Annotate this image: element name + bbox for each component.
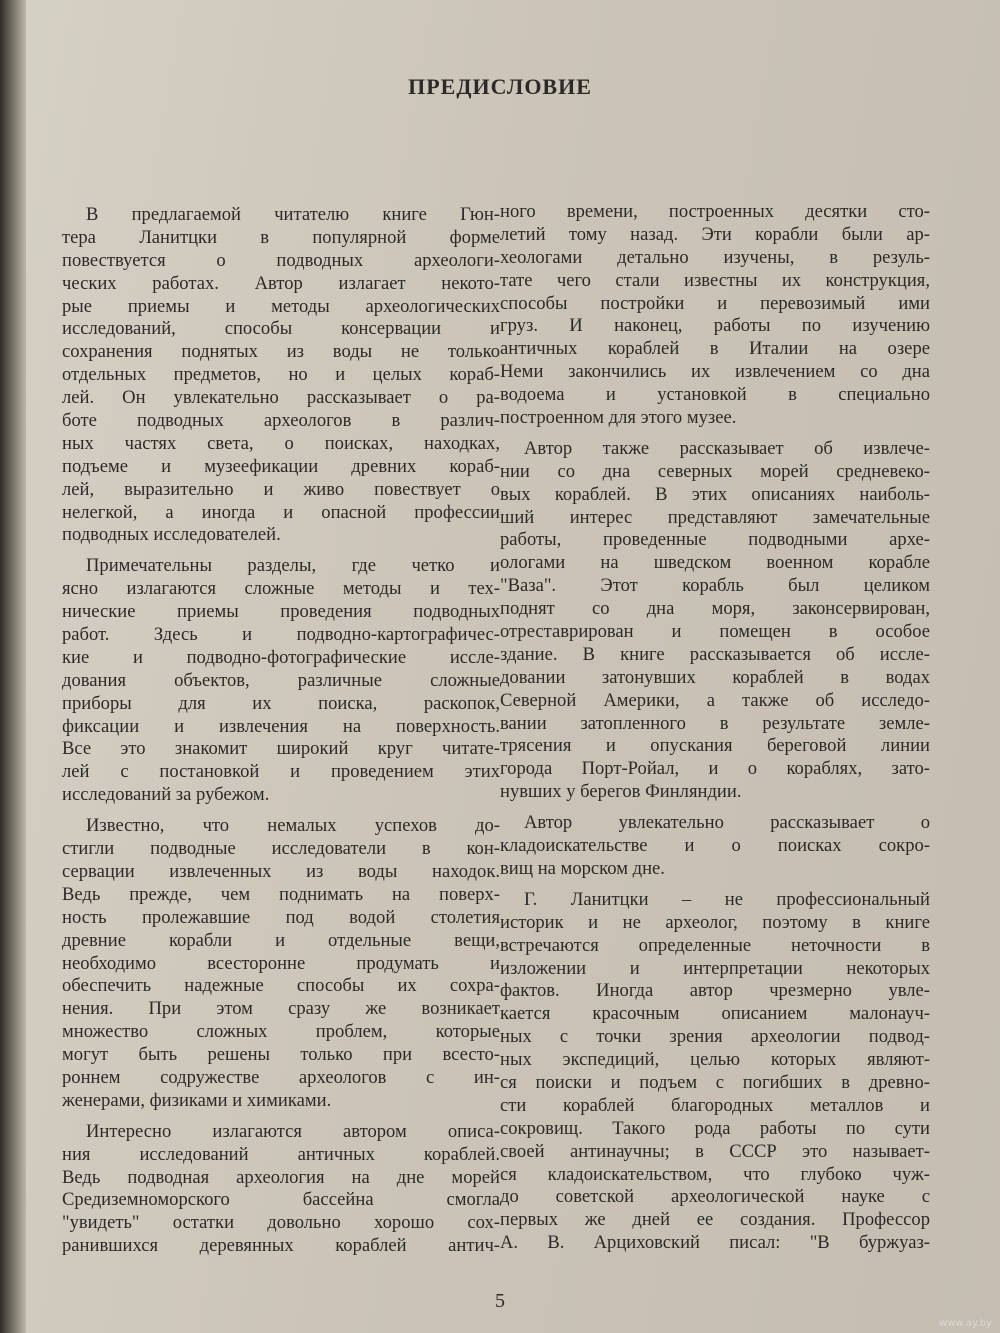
text-line: своей антинаучны; в СССР это называет-: [500, 1140, 930, 1162]
text-line: ясно излагаются сложные методы и тех-: [62, 578, 500, 600]
text-line: вищ на морском дне.: [500, 857, 665, 879]
paragraph-gap: [500, 881, 930, 889]
text-line: кается красочным описанием малонауч-: [500, 1003, 930, 1025]
text-line: Ведь прежде, чем поднимать на поверх-: [62, 883, 500, 905]
text-line: нии со дна северных морей средневеко-: [500, 460, 930, 482]
text-line: ных частях света, о поисках, находках,: [62, 432, 500, 454]
text-line: сти кораблей благородных металлов и: [500, 1094, 930, 1116]
paragraph-gap: [500, 430, 930, 438]
text-line: историк и не археолог, поэтому в книге: [500, 911, 930, 933]
text-line: Интересно излагаются автором описа-: [86, 1120, 500, 1142]
text-line: поднят со дна моря, законсервирован,: [500, 598, 930, 620]
text-line: роннем содружестве археологов с ин-: [62, 1066, 500, 1088]
text-line: лей с постановкой и проведением этих: [62, 761, 500, 783]
text-line: хеологами детально изучены, в резуль-: [500, 246, 930, 268]
text-line: рые приемы и методы археологических: [62, 295, 500, 317]
text-line: повествуется о подводных археологи-: [62, 249, 500, 271]
paragraph-gap: [62, 807, 500, 815]
text-line: исследований за рубежом.: [62, 784, 270, 806]
text-line: исследований, способы консервации и: [62, 318, 500, 340]
text-line: ческих работах. Автор излагает некото-: [62, 272, 500, 294]
text-line: отдельных предметов, но и целых кораб-: [62, 364, 500, 386]
text-line: сервации извлеченных из воды находок.: [62, 860, 500, 882]
text-line: Примечательны разделы, где четко и: [86, 555, 500, 577]
paragraph-gap: [500, 804, 930, 812]
text-line: Автор увлекательно рассказывает о: [524, 812, 930, 834]
text-line: кие и подводно-фотографические иссле-: [62, 646, 500, 668]
text-line: первых же дней ее создания. Профессор: [500, 1209, 930, 1231]
text-line: способы постройки и перевозимый ими: [500, 292, 930, 314]
text-line: работ. Здесь и подводно-картографичес-: [62, 624, 500, 646]
text-line: трясения и опускания береговой линии: [500, 735, 930, 757]
text-line: встречаются определенные неточности в: [500, 934, 930, 956]
text-line: В предлагаемой читателю книге Гюн-: [86, 204, 500, 225]
text-line: "Ваза". Этот корабль был целиком: [500, 575, 930, 597]
text-line: необходимо всесторонне продумать и: [62, 952, 500, 974]
text-line: женерами, физиками и химиками.: [62, 1089, 332, 1111]
text-line: летий тому назад. Эти корабли были ар-: [500, 223, 930, 245]
text-line: ного времени, построенных десятки сто-: [500, 201, 930, 222]
text-line: ший интерес представляют замечательные: [500, 506, 930, 528]
text-line: тате чего стали известны их конструкция,: [500, 269, 930, 291]
text-line: ранившихся деревянных кораблей антич-: [62, 1235, 500, 1257]
page-title: ПРЕДИСЛОВИЕ: [408, 74, 592, 99]
text-line: фактов. Иногда автор чрезмерно увле-: [500, 980, 930, 1002]
text-line: Автор также рассказывает об извлече-: [524, 437, 930, 459]
text-line: Все это знакомит широкий круг читате-: [62, 738, 500, 760]
paragraph-gap: [62, 1113, 500, 1121]
text-line: нения. При этом сразу же возникает: [62, 998, 500, 1020]
text-line: ологами на шведском военном корабле: [500, 552, 930, 574]
text-line: работы, проведенные подводными архе-: [500, 529, 930, 551]
text-line: до советской археологической науке с: [500, 1186, 930, 1208]
text-line: боте подводных археологов в различ-: [62, 410, 500, 432]
text-line: ных с точки зрения археологии подвод-: [500, 1026, 930, 1048]
text-line: фиксации и извлечения на поверхность.: [62, 715, 500, 737]
text-line: могут быть решены только при всесто-: [62, 1044, 500, 1066]
text-line: обеспечить надежные способы их сохра-: [62, 975, 500, 997]
text-line: лей, выразительно и живо повествует о: [62, 478, 500, 500]
book-spine-shadow: [0, 0, 26, 1333]
page-number: 5: [495, 1290, 505, 1312]
text-line: нелегкой, а иногда и опасной профессии: [62, 501, 500, 523]
text-line: изложении и интерпретации некоторых: [500, 957, 930, 979]
text-line: довании затонувших кораблей в водах: [500, 666, 930, 688]
text-line: сокровищ. Такого рода работы по сути: [500, 1117, 930, 1139]
text-line: тера Ланитцки в популярной форме: [62, 226, 500, 248]
text-line: подъеме и музеефикации древних кораб-: [62, 455, 500, 477]
text-line: Ведь подводная археология на дне морей: [62, 1166, 500, 1188]
text-line: нические приемы проведения подводных: [62, 601, 500, 623]
text-line: кладоискательстве и о поисках сокро-: [500, 835, 930, 857]
text-line: ся кладоискательством, что глубоко чуж-: [500, 1163, 930, 1185]
paragraph-gap: [62, 547, 500, 555]
text-line: здание. В книге рассказывается об иссле-: [500, 643, 930, 665]
text-line: античных кораблей в Италии на озере: [500, 338, 930, 360]
text-line: нувших у берегов Финляндии.: [500, 781, 742, 803]
text-line: Северной Америки, а также об исследо-: [500, 689, 930, 711]
text-line: приборы для их поиска, раскопок,: [62, 692, 500, 714]
text-line: города Порт-Ройал, и о кораблях, зато-: [500, 758, 930, 780]
text-line: сохранения поднятых из воды не только: [62, 341, 500, 363]
text-line: "увидеть" остатки довольно хорошо сох-: [62, 1212, 500, 1234]
left-text-column: [62, 204, 500, 1258]
text-line: А. В. Арциховский писал: "В буржуаз-: [500, 1232, 930, 1254]
text-line: множество сложных проблем, которые: [62, 1021, 500, 1043]
text-line: ных экспедиций, целью которых являют-: [500, 1049, 930, 1071]
text-line: ния исследований античных кораблей.: [62, 1143, 500, 1165]
text-line: вании затопленного в результате земле-: [500, 712, 930, 734]
text-line: Неми закончились их извлечением со дна: [500, 361, 930, 383]
text-line: вых кораблей. В этих описаниях наиболь-: [500, 483, 930, 505]
text-line: Известно, что немалых успехов до-: [86, 815, 500, 837]
text-line: лей. Он увлекательно рассказывает о ра-: [62, 387, 500, 409]
text-line: подводных исследователей.: [62, 524, 281, 546]
text-line: ность пролежавшие под водой столетия: [62, 906, 500, 928]
text-line: дования объектов, различные сложные: [62, 669, 500, 691]
text-line: отреставрирован и помещен в особое: [500, 621, 930, 643]
text-line: Средиземноморского бассейна смогла: [62, 1189, 500, 1211]
text-line: груз. И наконец, работы по изучению: [500, 315, 930, 337]
text-line: Г. Ланитцки – не профессиональный: [524, 888, 930, 910]
watermark: www.ay.by: [939, 1318, 992, 1329]
text-line: построенном для этого музее.: [500, 407, 737, 429]
text-line: водоема и установкой в специально: [500, 384, 930, 406]
right-text-column: [500, 201, 930, 1255]
text-line: ся поиски и подъем с погибших в древно-: [500, 1071, 930, 1093]
text-line: древние корабли и отдельные вещи,: [62, 929, 500, 951]
text-line: стигли подводные исследователи в кон-: [62, 838, 500, 860]
